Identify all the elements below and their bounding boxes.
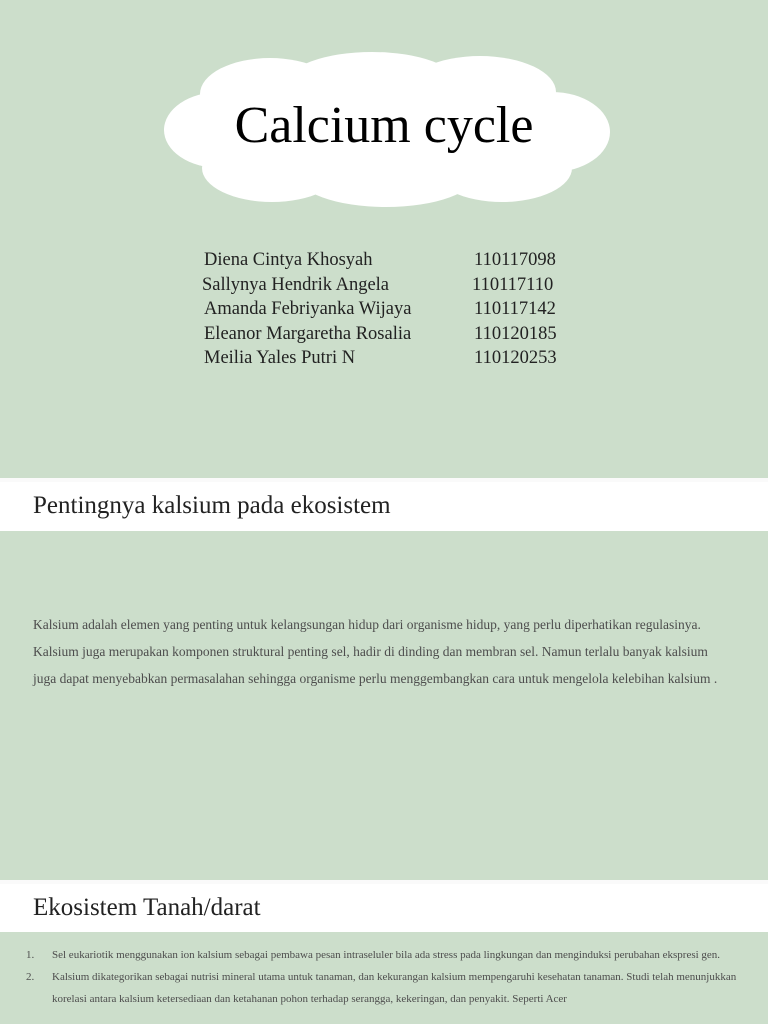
- member-row: [204, 248, 584, 273]
- slide2-paragraph: Kalsium adalah elemen yang penting untuk kelangsungan hidup dari organisme hidup, yang perlu diperhatikan regulasinya. Kalsium juga merupakan komponen struktural penting sel, hadir di dinding dan membran sel. Namun terlalu banyak kalsium juga dapat menyebabkan permasalahan sehingga organisme perlu menggembangkan cara untuk mengelola kelebihan kalsium .: [33, 617, 718, 686]
- list-item: [0, 944, 768, 966]
- member-id: 110120253: [474, 348, 557, 368]
- member-id: 110117098: [474, 250, 556, 270]
- slide3-heading: Ekosistem Tanah/darat: [33, 894, 261, 921]
- list-item: [0, 966, 768, 1010]
- slide2-heading: Pentingnya kalsium pada ekosistem: [33, 492, 391, 519]
- member-name: Amanda Febriyanka Wijaya: [204, 299, 412, 319]
- member-list: [204, 248, 584, 371]
- list-item-text: Kalsium dikategorikan sebagai nutrisi mineral utama untuk tanaman, dan kekurangan kalsium mempengaruhi kesehatan tanaman. Studi telah menunjukkan korelasi antara kalsium ketersediaan dan ketahanan pohon terhadap serangga, kekeringan, dan penyakit. Seperti Acer: [52, 971, 737, 1005]
- member-id: 110120185: [474, 323, 557, 344]
- slide3-header: [0, 884, 768, 932]
- member-row: [204, 322, 584, 347]
- list-item-text: Sel eukariotik menggunakan ion kalsium sebagai pembawa pesan intraseluler bila ada stress pada lingkungan dan menginduksi perubahan ekspresi gen.: [52, 949, 721, 961]
- member-row: [204, 297, 584, 322]
- member-id: 110117142: [474, 299, 556, 319]
- list-item-number: 1.: [26, 949, 35, 961]
- title-slide: [0, 0, 768, 478]
- member-name: Eleanor Margaretha Rosalia: [204, 323, 412, 344]
- slide2-body: [0, 531, 768, 880]
- member-name: Sallynya Hendrik Angela: [202, 274, 390, 295]
- member-row: [204, 273, 584, 298]
- slide3-body: [0, 932, 768, 1024]
- member-id: 110117110: [472, 274, 554, 295]
- member-name: Diena Cintya Khosyah: [204, 250, 373, 270]
- member-row: [204, 346, 584, 371]
- slide2-header: [0, 482, 768, 531]
- slide3-list: [0, 944, 768, 1010]
- presentation-title: Calcium cycle: [234, 97, 534, 154]
- list-item-number: 2.: [26, 971, 35, 983]
- member-name: Meilia Yales Putri N: [204, 348, 356, 368]
